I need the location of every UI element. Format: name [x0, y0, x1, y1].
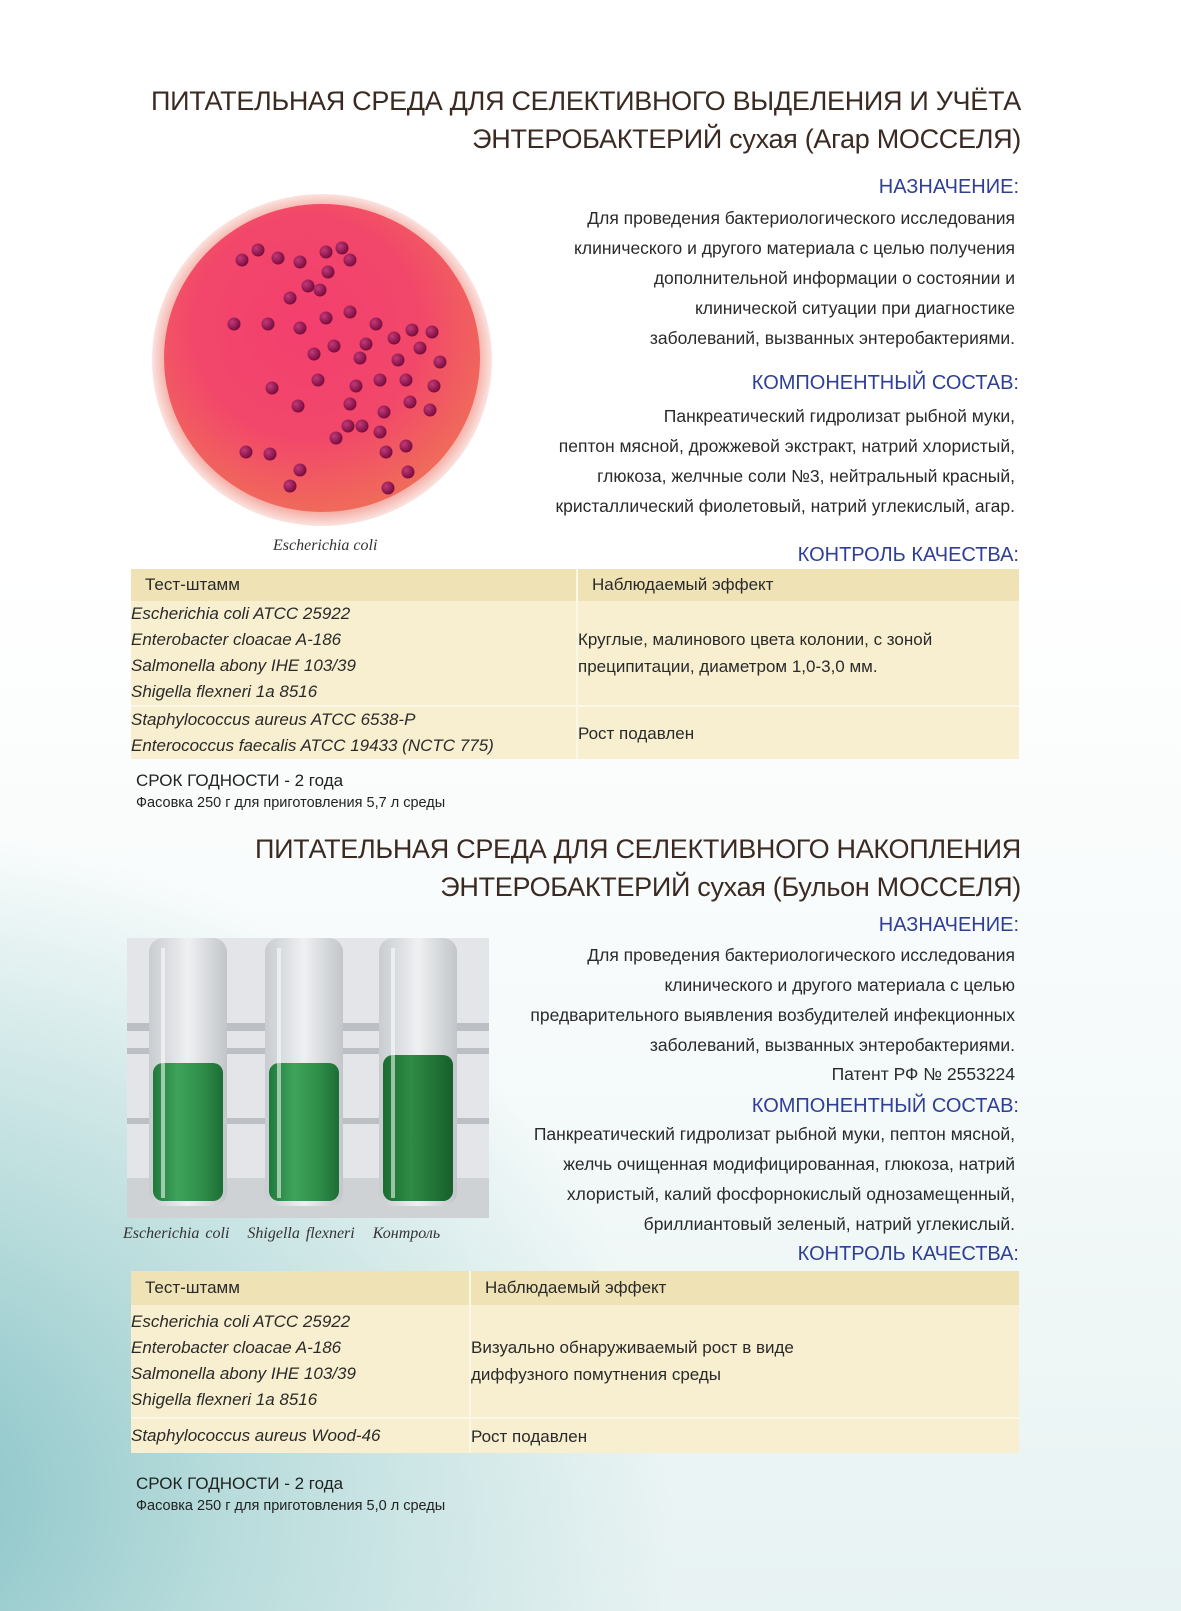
colony	[266, 382, 279, 395]
table-header-row	[131, 1271, 1019, 1305]
section1-composition-heading: КОМПОНЕНТНЫЙ СОСТАВ:	[751, 372, 1019, 394]
packaging: Фасовка 250 г для приготовления 5,7 л среды	[136, 795, 446, 811]
colony	[414, 342, 427, 355]
colony	[378, 406, 391, 419]
table-header-effect: Наблюдаемый эффект	[577, 569, 1019, 601]
colony	[322, 266, 335, 279]
colony	[434, 356, 447, 369]
text-line: дополнительной информации о состоянии и	[653, 268, 1015, 288]
caption-control: Контроль	[372, 1225, 441, 1242]
section2-composition-heading: КОМПОНЕНТНЫЙ СОСТАВ:	[751, 1095, 1019, 1117]
section1-title-line2: ЭНТЕРОБАКТЕРИЙ сухая (Агар МОССЕЛЯ)	[472, 124, 1021, 154]
text-line: клинического и другого материала с целью получения	[574, 238, 1015, 258]
colony	[344, 306, 357, 319]
strain-name: Escherichia coli ATCC 25922	[131, 604, 351, 623]
colony	[350, 380, 363, 393]
colony	[402, 466, 415, 479]
text-line: клинического и другого материала с целью	[664, 975, 1015, 995]
text-line: Для проведения бактериологического исследования	[587, 208, 1015, 228]
colony	[228, 318, 241, 331]
text-line: предварительного выявления возбудителей инфекционных	[530, 1005, 1015, 1025]
text-line: глюкоза, желчные соли №3, нейтральный красный,	[597, 466, 1015, 486]
strain-name: Enterobacter cloacae A-186	[131, 1338, 342, 1357]
colony	[388, 332, 401, 345]
table-row	[131, 1305, 1019, 1418]
colony	[264, 448, 277, 461]
colony	[336, 242, 349, 255]
section1-photo-caption: Escherichia coli	[273, 537, 378, 554]
test-tubes-image	[127, 938, 489, 1218]
colony	[374, 374, 387, 387]
colony	[370, 318, 383, 331]
text-line: заболеваний, вызванных энтеробактериями.	[649, 328, 1015, 348]
colony	[294, 256, 307, 269]
colony	[292, 400, 305, 413]
section2-title-line2: ЭНТЕРОБАКТЕРИЙ сухая (Бульон МОССЕЛЯ)	[440, 872, 1021, 902]
table-header-strain: Тест-штамм	[145, 575, 240, 594]
caption-escherichia: Escherichia coli	[123, 1225, 230, 1242]
text-line: Панкреатический гидролизат рыбной муки,	[663, 406, 1015, 426]
table-row	[131, 601, 1019, 706]
effect-text: преципитации, диаметром 1,0-3,0 мм.	[578, 657, 878, 676]
colony	[342, 420, 355, 433]
colony	[344, 398, 357, 411]
colony	[426, 326, 439, 339]
section2-qc-table	[131, 1271, 1019, 1453]
strain-cell	[131, 1418, 470, 1453]
colony	[240, 446, 253, 459]
text-line: Панкреатический гидролизат рыбной муки, пептон мясной,	[533, 1124, 1015, 1144]
section1-purpose-text	[574, 203, 1015, 353]
colony	[406, 324, 419, 337]
strain-name: Escherichia coli ATCC 25922	[131, 1312, 351, 1331]
effect-text: Рост подавлен	[578, 723, 695, 743]
shelf-life: СРОК ГОДНОСТИ - 2 года	[136, 1474, 344, 1493]
strain-name: Salmonella abony IHE 103/39	[131, 656, 356, 675]
section1-qc-heading: КОНТРОЛЬ КАЧЕСТВА:	[797, 544, 1019, 566]
colony	[424, 404, 437, 417]
colony	[320, 312, 333, 325]
caption-shigella: Shigella flexneri	[247, 1225, 355, 1242]
effect-cell	[577, 706, 1019, 759]
shelf-life: СРОК ГОДНОСТИ - 2 года	[136, 771, 344, 790]
packaging: Фасовка 250 г для приготовления 5,0 л среды	[136, 1498, 446, 1514]
effect-text: Круглые, малинового цвета колонии, с зоной	[578, 630, 933, 649]
colony	[404, 396, 417, 409]
effect-cell	[470, 1418, 1019, 1453]
table-header-effect: Наблюдаемый эффект	[470, 1271, 1019, 1305]
strain-cell	[131, 601, 577, 706]
colony	[284, 480, 297, 493]
text-line: пептон мясной, дрожжевой экстракт, натрий хлористый,	[558, 436, 1015, 456]
section2-patent: Патент РФ № 2553224	[831, 1064, 1015, 1084]
strain-cell	[131, 1305, 470, 1418]
section2-composition-text	[534, 1119, 1015, 1239]
section2-purpose-heading: НАЗНАЧЕНИЕ:	[878, 914, 1019, 936]
section2-qc-heading: КОНТРОЛЬ КАЧЕСТВА:	[797, 1243, 1019, 1265]
colony	[272, 252, 285, 265]
colony	[294, 322, 307, 335]
colony	[380, 446, 393, 459]
petri-dish-image	[150, 190, 500, 530]
text-line: хлористый, калий фосфорнокислый однозамещенный,	[566, 1184, 1015, 1204]
colony	[328, 340, 341, 353]
colony	[382, 482, 395, 495]
colony	[236, 254, 249, 267]
colony	[400, 440, 413, 453]
colony	[374, 426, 387, 439]
colony	[302, 280, 315, 293]
strain-name: Enterobacter cloacae A-186	[131, 630, 342, 649]
text-line: кристаллический фиолетовый, натрий углекислый, агар.	[555, 496, 1015, 516]
effect-cell	[470, 1305, 1019, 1418]
text-line: заболеваний, вызванных энтеробактериями.	[649, 1035, 1015, 1055]
effect-text: Визуально обнаруживаемый рост в виде	[471, 1338, 794, 1357]
table-row	[131, 706, 1019, 759]
table-header-row	[131, 569, 1019, 601]
colony	[262, 318, 275, 331]
colony	[392, 354, 405, 367]
colony	[284, 292, 297, 305]
colony	[308, 348, 321, 361]
colony	[428, 380, 441, 393]
section2-photo-captions	[123, 1225, 440, 1243]
text-line: бриллиантовый зеленый, натрий углекислый.	[643, 1214, 1015, 1234]
section1-qc-table	[131, 569, 1019, 759]
colony	[314, 284, 327, 297]
colony	[400, 374, 413, 387]
section1-purpose-heading: НАЗНАЧЕНИЕ:	[878, 176, 1019, 198]
colony	[330, 432, 343, 445]
strain-name: Staphylococcus aureus Wood-46	[131, 1426, 381, 1445]
colony	[294, 464, 307, 477]
strain-name: Salmonella abony IHE 103/39	[131, 1364, 356, 1383]
section1-shelf-info	[136, 770, 445, 814]
strain-cell	[131, 706, 577, 759]
effect-cell	[577, 601, 1019, 706]
colony	[354, 352, 367, 365]
strain-name: Staphylococcus aureus ATCC 6538-P	[131, 710, 416, 729]
table-row	[131, 1418, 1019, 1453]
colony	[312, 374, 325, 387]
text-line: желчь очищенная модифицированная, глюкоза, натрий	[563, 1154, 1015, 1174]
colony	[356, 420, 369, 433]
colony	[320, 246, 333, 259]
colony	[344, 254, 357, 267]
section1-title-line1: ПИТАТЕЛЬНАЯ СРЕДА ДЛЯ СЕЛЕКТИВНОГО ВЫДЕЛЕНИЯ И УЧЁТА	[151, 86, 1021, 116]
colony	[252, 244, 265, 257]
section2-purpose-text	[530, 940, 1015, 1060]
text-line: клинической ситуации при диагностике	[694, 298, 1015, 318]
table-header-strain: Тест-штамм	[145, 1278, 240, 1297]
section2-title-line1: ПИТАТЕЛЬНАЯ СРЕДА ДЛЯ СЕЛЕКТИВНОГО НАКОПЛЕНИЯ	[254, 834, 1021, 864]
section2-shelf-info	[136, 1473, 445, 1517]
text-line: Для проведения бактериологического исследования	[587, 945, 1015, 965]
effect-text: диффузного помутнения среды	[471, 1365, 721, 1384]
strain-name: Shigella flexneri 1a 8516	[131, 682, 318, 701]
colony	[360, 338, 373, 351]
effect-text: Рост подавлен	[471, 1426, 588, 1446]
strain-name: Shigella flexneri 1a 8516	[131, 1390, 318, 1409]
strain-name: Enterococcus faecalis ATCC 19433 (NCTC 775)	[131, 736, 494, 755]
section1-composition-text	[555, 401, 1015, 521]
